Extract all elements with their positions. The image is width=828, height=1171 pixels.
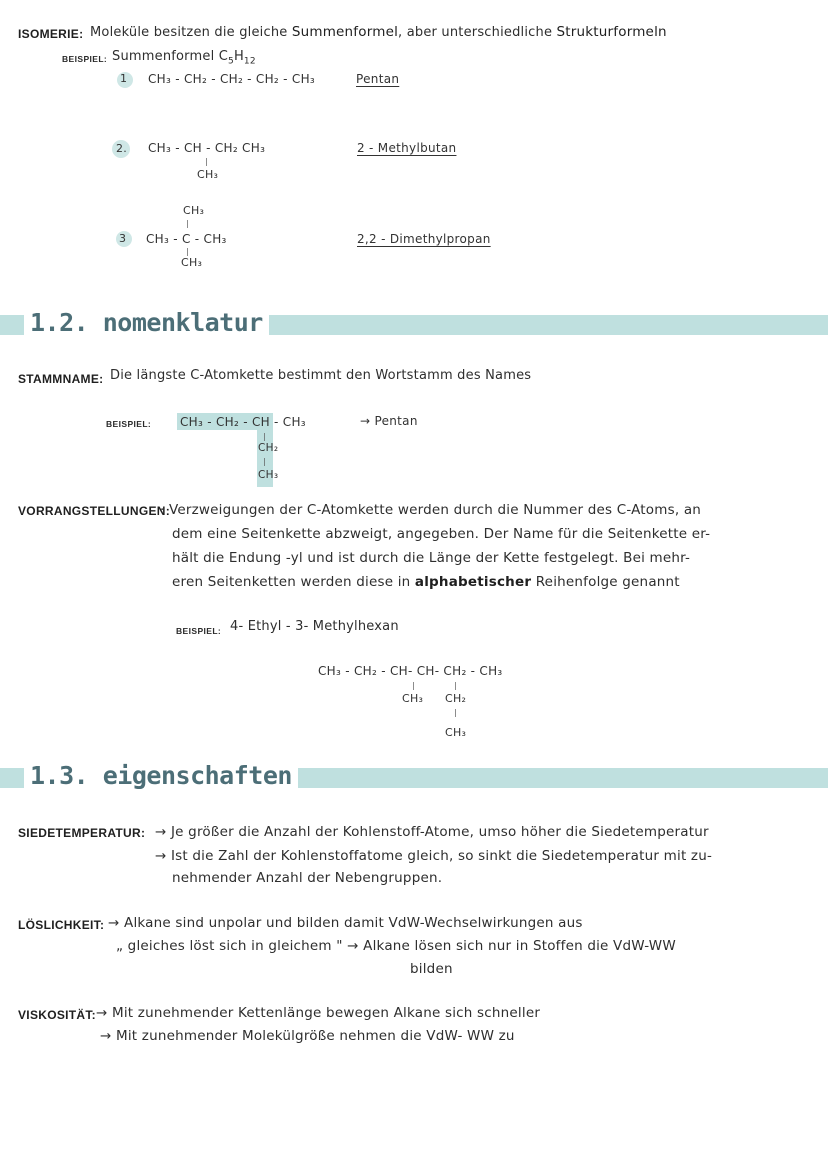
item-3-branch-top: CH₃ [183,204,205,217]
loeslich-label: LÖSLICHKEIT: [18,918,105,932]
vorrang-bond-3: | [454,708,457,717]
siede-line-3: nehmender Anzahl der Nebengruppen. [172,870,443,886]
item-2-branch: CH₃ [197,168,219,181]
vorrang-beispiel-name: 4- Ethyl - 3- Methylhexan [230,619,399,634]
summenformel-c: Summenformel C [112,49,228,64]
vorrang-line-4c: Reihenfolge genannt [531,574,680,590]
item-2-formula: CH₃ - CH - CH₂ CH₃ [148,141,266,155]
vorrang-line-1: · Verzweigungen der C-Atomkette werden durch die Nummer des C-Atoms, an [160,502,702,518]
vorrang-line-4 [172,570,680,594]
isomerie-beispiel-text [112,49,256,67]
item-2-name: 2 - Methylbutan [357,141,457,155]
section-1-3-title: 1.3. eigenschaften [24,761,298,791]
summenformel-h: H [233,49,244,64]
item-1-number: 1 [120,72,128,85]
loeslich-line-3: bilden [410,961,453,977]
viskos-label: VISKOSITÄT: [18,1008,96,1022]
stammname-result: → Pentan [360,414,418,428]
vorrang-alphabetischer: alphabetischer [414,574,532,590]
siede-line-2: → Ist die Zahl der Kohlenstoffatome gleich, so sinkt die Siedetemperatur mit zu- [155,848,713,864]
item-3-name: 2,2 - Dimethylpropan [357,232,491,246]
stammname-bond-2: | [263,457,266,466]
vorrang-branch-2: CH₂ [445,692,467,705]
stammname-bond-1: | [263,432,266,441]
vorrang-beispiel-label: BEISPIEL: [176,626,222,636]
isomerie-summenformel: Summenformel [291,24,399,40]
item-3-branch-bottom: CH₃ [181,256,203,269]
vorrang-bond-2: | [454,681,457,690]
stammname-chain-1: CH₂ [258,442,279,454]
vorrang-branch-1: CH₃ [402,692,424,705]
item-2-number: 2. [116,142,128,155]
item-1-formula: CH₃ - CH₂ - CH₂ - CH₂ - CH₃ [148,72,316,86]
stammname-beispiel-label: BEISPIEL: [106,419,152,429]
viskos-line-2: → Mit zunehmender Molekülgröße nehmen die VdW- WW zu [100,1028,515,1044]
stammname-text: Die längste C-Atomkette bestimmt den Wortstamm des Names [110,368,532,383]
vorrang-bond-1: | [412,681,415,690]
siede-line-1: → Je größer die Anzahl der Kohlenstoff-Atome, umso höher die Siedetemperatur [155,824,709,840]
loeslich-line-2: „ gleiches löst sich in gleichem " → Alkane lösen sich nur in Stoffen die VdW-WW [116,938,676,954]
item-3-number: 3 [119,232,127,245]
isomerie-text-a: Moleküle besitzen die gleiche [90,25,292,40]
item-3-bond-top: | [186,219,189,228]
item-2-bond: | [205,157,208,166]
stammname-formula: CH₃ - CH₂ - CH - CH₃ [180,415,306,429]
item-3-formula: CH₃ - C - CH₃ [146,232,227,246]
item-1-name: Pentan [356,72,400,86]
c-subscript: 5 [228,56,234,67]
isomerie-definition [90,24,667,40]
vorrang-branch-3: CH₃ [445,726,467,739]
vorrang-formula: CH₃ - CH₂ - CH- CH- CH₂ - CH₃ [318,664,503,678]
item-3-bond-bottom: | [186,247,189,256]
isomerie-beispiel-label: BEISPIEL: [62,54,108,64]
section-1-2-title: 1.2. nomenklatur [24,308,269,338]
stammname-chain-2: CH₃ [258,469,279,481]
isomerie-text-c: , aber unterschiedliche [398,25,557,40]
siede-label: SIEDETEMPERATUR: [18,826,146,840]
loeslich-line-1: → Alkane sind unpolar und bilden damit VdW-Wechselwirkungen aus [108,915,583,931]
vorrang-line-3: hält die Endung -yl und ist durch die Länge der Kette festgelegt. Bei mehr- [172,550,691,566]
h-subscript: 12 [243,56,256,67]
isomerie-label: ISOMERIE: [18,27,84,41]
vorrang-line-2: dem eine Seitenkette abzweigt, angegeben. Der Name für die Seitenkette er- [172,526,711,542]
isomerie-strukturformeln: Strukturformeln [556,24,667,40]
viskos-line-1: → Mit zunehmender Kettenlänge bewegen Alkane sich schneller [96,1005,541,1021]
vorrang-label: VORRANGSTELLUNGEN: [18,504,171,518]
vorrang-line-4a: eren Seitenketten werden diese in [172,574,415,590]
stammname-label: STAMMNAME: [18,372,104,386]
